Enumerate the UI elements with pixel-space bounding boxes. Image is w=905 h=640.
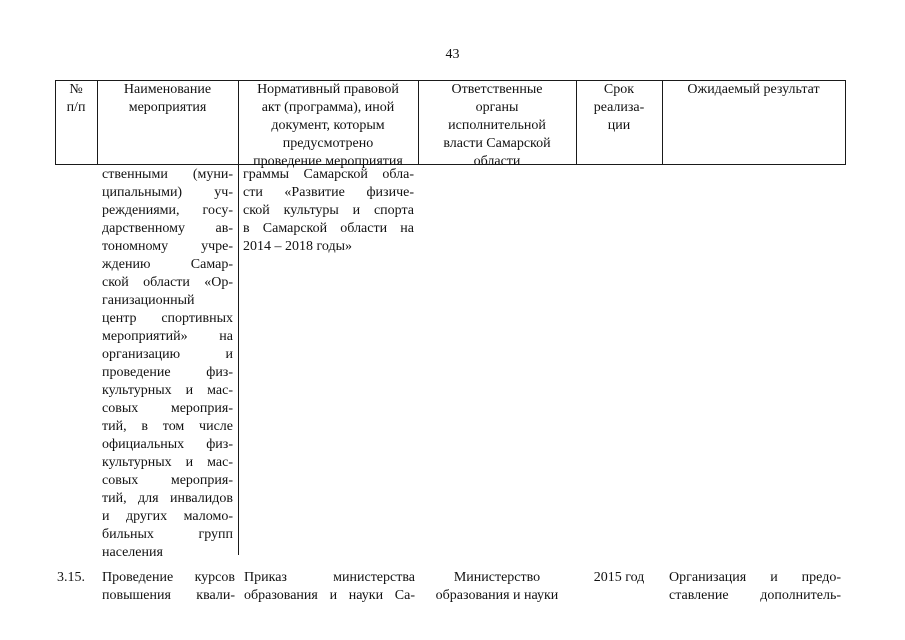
table-right-border [845,80,846,165]
text-line: бильных групп [102,527,233,542]
header-line: проведение мероприятия [253,154,403,169]
text-line: тий, в том числе [102,419,233,434]
row-315-authority-cell [418,569,576,605]
header-line: документ, которым [271,118,385,133]
text-line: ской области «Ор- [102,275,233,290]
text-line: проведение физ- [102,365,233,380]
text-line: образования и науки [435,588,559,603]
text-line: Проведение курсов [102,570,235,585]
header-line: органы [475,100,519,115]
text-line: граммы Самарской обла- [243,167,414,182]
header-cell-result [662,81,845,99]
header-cell-name [97,81,238,117]
text-line: образования и науки Са- [244,588,415,603]
header-cell-number [55,81,97,117]
header-cell-authority [418,81,576,171]
header-line: исполнительной [448,118,546,133]
text-line: 3.15. [57,570,85,585]
column-divider-2-lower [238,165,239,555]
text-line: реждениями, госу- [102,203,233,218]
text-line: культурных и мас- [102,383,233,398]
header-line: № [69,82,83,97]
text-line: ственными (муни- [102,167,233,182]
text-line: Министерство [453,570,541,585]
header-line: власти Самарской [443,136,551,151]
header-line: Срок [603,82,635,97]
row-315-result-cell [669,569,841,605]
continuation-act-cell [243,166,414,256]
header-line: реализа- [593,100,645,115]
header-line: Наименование [123,82,212,97]
text-line: ской культуры и спорта [243,203,414,218]
text-line: и других маломо- [102,509,233,524]
header-line: предусмотрено [282,136,374,151]
row-315-name-cell [102,569,235,605]
text-line: тономному учре- [102,239,233,254]
header-line: Нормативный правовой [257,82,399,97]
header-line: мероприятия [128,100,207,115]
header-line: области [473,154,521,169]
header-line: п/п [66,100,86,115]
text-line: 2015 год [593,570,645,585]
text-line: Организация и предо- [669,570,841,585]
text-line: населения [102,545,163,560]
row-315-act-cell [244,569,415,605]
header-line: ции [607,118,631,133]
header-cell-term [576,81,662,135]
text-line: тий, для инвалидов [102,491,233,506]
text-line: 2014 – 2018 годы» [243,239,353,254]
text-line: ставление дополнитель- [669,588,841,603]
text-line: официальных физ- [102,437,233,452]
text-line: мероприятий» на [102,329,233,344]
row-315-term-cell [576,569,662,587]
text-line: организацию и [102,347,233,362]
text-line: ганизационный [102,293,195,308]
header-cell-act [238,81,418,171]
text-line: сти «Развитие физиче- [243,185,414,200]
text-line: ципальными) уч- [102,185,233,200]
text-line: Приказ министерства [244,570,415,585]
text-line: повышения квали- [102,588,235,603]
page-number: 43 [445,47,460,62]
text-line: совых мероприя- [102,473,233,488]
text-line: центр спортивных [102,311,233,326]
text-line: в Самарской области на [243,221,414,236]
header-line: Ожидаемый результат [687,82,820,97]
header-line: Ответственные [451,82,543,97]
text-line: совых мероприя- [102,401,233,416]
row-number [57,569,99,587]
text-line: культурных и мас- [102,455,233,470]
continuation-name-cell [102,166,233,562]
text-line: дарственному ав- [102,221,233,236]
header-line: акт (программа), иной [261,100,395,115]
text-line: ждению Самар- [102,257,233,272]
